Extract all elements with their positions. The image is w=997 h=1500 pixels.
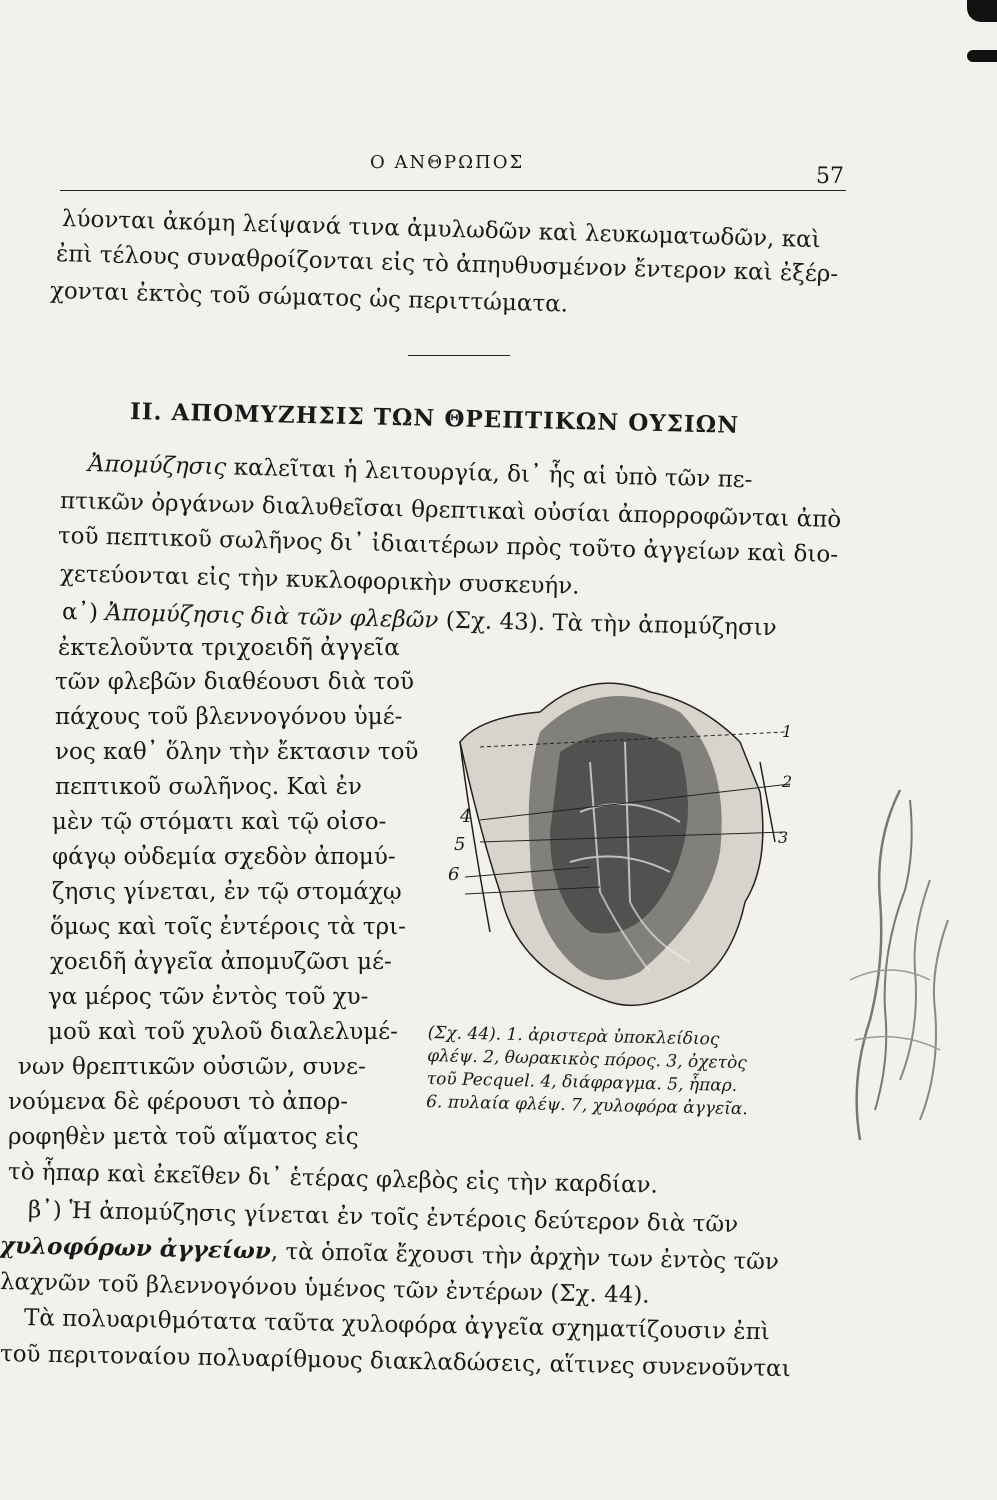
body-line: ὅμως καὶ τοῖς ἐντέροις τὰ τρι- [50,914,406,940]
body-line: νος καθ᾽ ὅλην τὴν ἔκτασιν τοῦ [55,739,419,765]
definition-line [88,450,753,494]
figure-label-2: 2 [782,772,793,791]
chyle-vessels-term: χυλοφόρων ἀγγείων [0,1232,272,1265]
subsection-b-text: Ἡ ἀπομύζησις γίνεται ἐν τοῖς ἐντέροις δεύτερον διὰ τῶν [68,1197,739,1238]
figure-label-5: 5 [454,834,466,855]
subsection-a-title: Ἀπομύζησις διὰ τῶν φλεβῶν [105,599,439,634]
body-line: μὲν τῷ στόματι καὶ τῷ οἰσο- [52,809,387,835]
body-line: πεπτικοῦ σωλῆνος. Καὶ ἐν [55,774,362,800]
figure-label-3: 3 [778,828,789,847]
subsection-b-first-line [28,1196,739,1239]
body-line: νων θρεπτικῶν οὐσιῶν, συνε- [18,1054,366,1080]
definition-text: καλεῖται ἡ λειτουργία, δι᾽ ἧς αἱ ὑπὸ τῶν πε- [226,454,753,494]
subsection-a-label: α᾽) [61,599,99,626]
running-header: Ο ΑΝΘΡΩΠΟΣ [370,152,525,173]
body-line: πτικῶν ὀργάνων διαλυθεῖσαι θρεπτικαὶ οὐσίαι ἀπορροφῶνται ἀπὸ [59,488,842,534]
body-line: χετεύονται εἰς τὴν κυκλοφορικὴν συσκευήν. [59,561,580,600]
body-line: τοῦ πεπτικοῦ σωλῆνος δι᾽ ἰδιαιτέρων πρὸς τοῦτο ἀγγείων καὶ διο- [57,523,839,569]
body-line: πάχους τοῦ βλεννογόνου ὑμέ- [55,704,403,730]
signature-drawing [830,780,960,1160]
subsection-b-label: β᾽) [27,1197,63,1224]
body-line: τὸ ἧπαρ καὶ ἐκεῖθεν δι᾽ ἑτέρας φλεβὸς εἰς τὴν καρδίαν. [7,1159,659,1199]
body-line: λύονται ἀκόμη λείψανά τινα ἀμυλωδῶν καὶ λευκωματωδῶν, καὶ [61,206,821,254]
caption-line: (Σχ. 44). 1. ἀριστερὰ ὑποκλείδιος [427,1022,720,1050]
anatomy-figure [440,672,800,1022]
page-corner-mark [967,50,997,62]
body-line: ροφηθὲν μετὰ τοῦ αἵματος εἰς [8,1124,359,1150]
figure-label-1: 1 [782,722,793,741]
body-line: γα μέρος τῶν ἐντὸς τοῦ χυ- [48,984,369,1010]
caption-line: τοῦ Pecquel. 4, διάφραγμα. 5, ἧπαρ. [426,1068,738,1097]
body-line: ἐκτελοῦντα τριχοειδῆ ἀγγεῖα [58,635,400,661]
caption-line: 6. πυλαία φλέψ. 7, χυλοφόρα ἀγγεῖα. [425,1091,748,1120]
body-line: τῶν φλεβῶν διαθέουσι διὰ τοῦ [55,669,414,695]
body-line: χοειδῆ ἀγγεῖα ἀπομυζῶσι μέ- [50,949,392,975]
page-number: 57 [816,164,844,189]
subsection-b-text: , τὰ ὁποῖα ἔχουσι τὴν ἀρχὴν των ἐντὸς τῶν [270,1238,780,1276]
section-heading: ΙΙ. ΑΠΟΜΥΖΗΣΙΣ ΤΩΝ ΘΡΕΠΤΙΚΩΝ ΟΥΣΙΩΝ [129,398,740,439]
figure-caption [426,1022,808,1123]
figure-label-6: 6 [448,864,460,885]
figure-label-4: 4 [460,806,472,827]
body-line: φάγῳ οὐδεμία σχεδὸν ἀπομύ- [52,844,396,870]
body-line: Τὰ πολυαριθμότατα ταῦτα χυλοφόρα ἀγγεῖα σχηματίζουσιν ἐπὶ [23,1305,771,1346]
handwritten-signature [830,780,960,1160]
body-line: λαχνῶν τοῦ βλεννογόνου ὑμένος τῶν ἐντέρων (Σχ. 44). [0,1269,650,1309]
body-line: ζησις γίνεται, ἐν τῷ στομάχῳ [52,879,402,905]
header-rule [60,190,846,191]
subsection-a-text: (Σχ. 43). Τὰ τὴν ἀπομύζησιν [445,607,777,642]
caption-line: φλέψ. 2, θωρακικὸς πόρος. 3, ὀχετὸς [427,1045,748,1074]
body-line: μοῦ καὶ τοῦ χυλοῦ διαλελυμέ- [48,1019,398,1045]
section-separator [408,355,510,356]
body-line: τοῦ περιτοναίου πολυαρίθμους διακλαδώσεις, αἵτινες συνενοῦνται [0,1341,791,1383]
page-corner-mark [967,0,997,22]
body-line: ἐπὶ τέλους συναθροίζονται εἰς τὸ ἀπηυθυσμένον ἔντερον καὶ ἐξέρ- [55,241,839,288]
body-line: χονται ἐκτὸς τοῦ σώματος ὡς περιττώματα. [49,278,569,318]
definition-term: Ἀπομύζησις [87,451,227,481]
torso-illustration [440,672,800,1022]
body-line: νούμενα δὲ φέρουσι τὸ ἀπορ- [8,1089,349,1115]
